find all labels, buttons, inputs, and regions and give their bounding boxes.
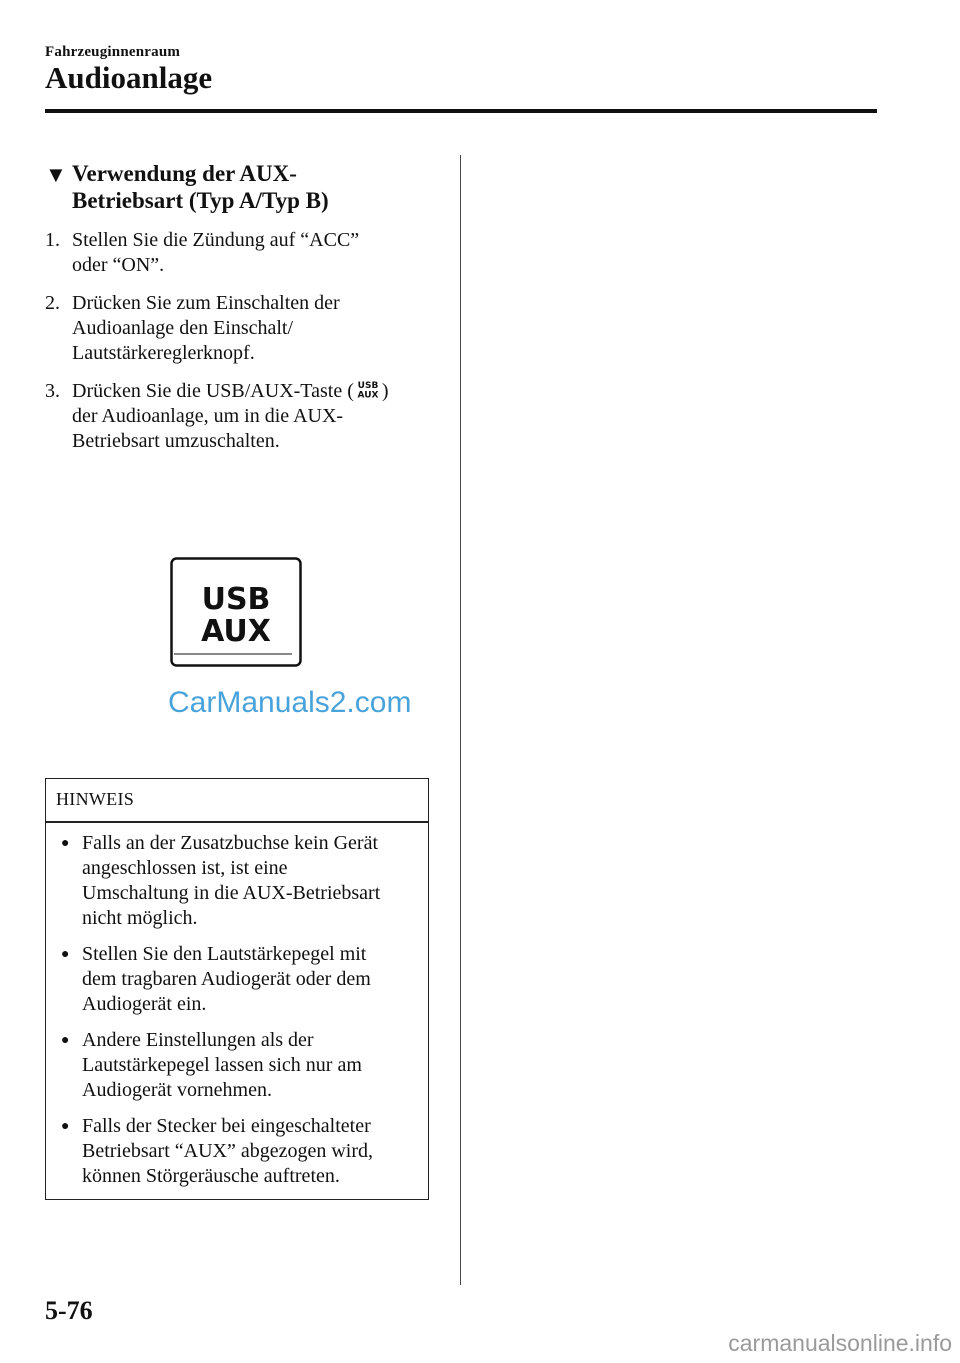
note-line: Andere Einstellungen als der (82, 1029, 314, 1051)
inline-icon-usb-label: USB (357, 381, 379, 391)
step-text-line: Lautstärkereglerknopf. (72, 342, 255, 364)
footer-watermark: carmanualsonline.info (728, 1330, 952, 1356)
step-number: 3. (45, 380, 60, 402)
usb-aux-button-icon (170, 557, 302, 667)
note-line: können Störgeräusche auftreten. (82, 1165, 340, 1187)
header-rule (45, 109, 877, 113)
step-text-line: Drücken Sie zum Einschalten der (72, 292, 340, 314)
note-line: dem tragbaren Audiogerät oder dem (82, 968, 371, 990)
step-text-line (72, 379, 440, 404)
step-text-after-icon: ) (381, 380, 389, 402)
note-line: Audiogerät vornehmen. (82, 1079, 272, 1101)
page-title: Audioanlage (45, 60, 213, 95)
bullet-icon: ● (61, 1033, 70, 1048)
usb-aux-inline-icon (355, 379, 381, 399)
note-box (45, 778, 429, 1200)
button-label-usb: USB (201, 582, 271, 617)
bullet-icon: ● (61, 1119, 70, 1134)
note-line: Falls an der Zusatzbuchse kein Gerät (82, 832, 379, 854)
section-heading (45, 160, 435, 214)
steps-list (45, 228, 440, 467)
note-title: HINWEIS (56, 789, 135, 809)
step-text-line: Audioanlage den Einschalt/ (72, 317, 294, 339)
section-heading-line1: Verwendung der AUX- (72, 161, 297, 186)
note-line: angeschlossen ist, ist eine (82, 857, 288, 879)
list-item (58, 942, 424, 1017)
column-divider (460, 155, 461, 1285)
note-line: Stellen Sie den Lautstärkepegel mit (82, 943, 367, 965)
step-3 (45, 379, 440, 454)
bullet-icon: ● (61, 947, 70, 962)
bullet-icon: ● (61, 836, 70, 851)
step-number: 2. (45, 292, 60, 314)
page-number: 5-76 (45, 1296, 93, 1325)
step-text-line: Stellen Sie die Zündung auf “ACC” (72, 229, 360, 251)
header-subtitle: Fahrzeuginnenraum (45, 44, 181, 60)
step-text-line: der Audioanlage, um in die AUX- (72, 405, 344, 427)
note-line: Umschaltung in die AUX-Betriebsart (82, 882, 381, 904)
watermark: CarManuals2.com (168, 686, 412, 719)
inline-icon-aux-label: AUX (357, 390, 379, 399)
note-line: Falls der Stecker bei eingeschalteter (82, 1115, 371, 1137)
section-heading-line2: Betriebsart (Typ A/Typ B) (72, 188, 329, 213)
note-line: Betriebsart “AUX” abgezogen wird, (82, 1140, 373, 1162)
step-text-before-icon: Drücken Sie die USB/AUX-Taste ( (72, 380, 354, 402)
note-line: nicht möglich. (82, 907, 198, 929)
step-number: 1. (45, 229, 60, 251)
step-text-line: oder “ON”. (72, 254, 165, 276)
list-item (58, 831, 424, 931)
list-item (58, 1114, 424, 1189)
note-line: Lautstärkepegel lassen sich nur am (82, 1054, 362, 1076)
step-2 (45, 291, 440, 366)
list-item (58, 1028, 424, 1103)
note-line: Audiogerät ein. (82, 993, 207, 1015)
step-text-line: Betriebsart umzuschalten. (72, 430, 280, 452)
triangle-marker-icon: ▼ (45, 162, 67, 187)
step-1 (45, 228, 440, 278)
note-divider (46, 821, 428, 823)
button-label-aux: AUX (201, 614, 271, 649)
note-list (58, 831, 424, 1200)
